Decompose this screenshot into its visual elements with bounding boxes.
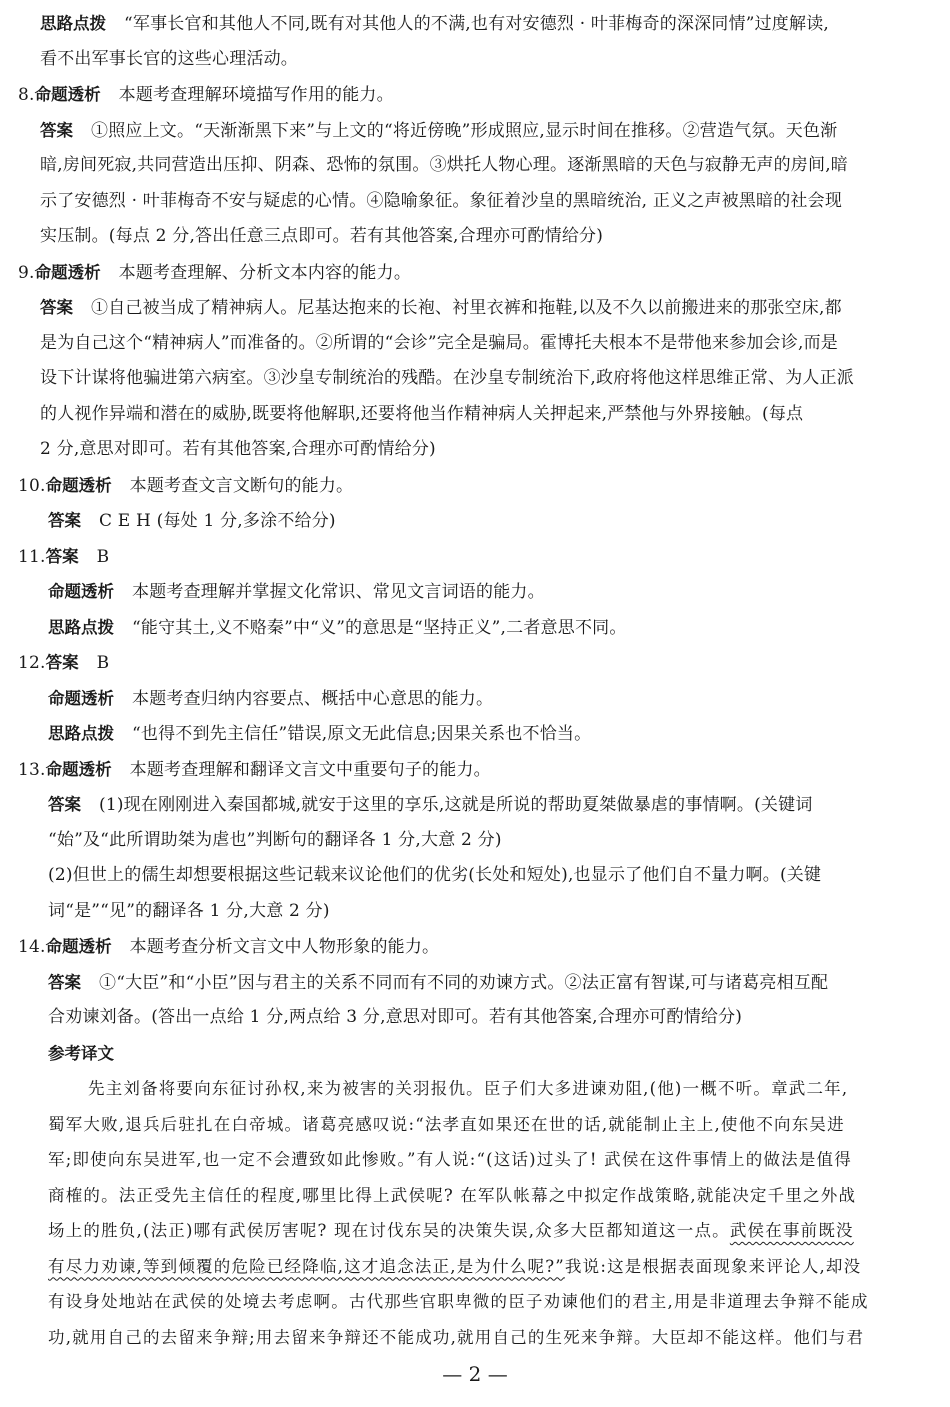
text-line <box>18 326 934 362</box>
line-text: 是为自己这个“精神病人”而准备的。②所谓的“会诊”完全是骗局。霍博托夫根本不是带他来参加会诊,而是 <box>40 332 838 353</box>
document-page <box>18 6 934 1355</box>
line-text: 设下计谋将他骗进第六病室。③沙皇专制统治的残酷。在沙皇专制统治下,政府将他这样思维正常、为人正派 <box>40 368 855 388</box>
section-label: 命题透析 <box>45 475 112 495</box>
translation-line <box>18 1284 934 1320</box>
question-number: 12. <box>18 653 46 673</box>
line-text: 合劝谏刘备。(答出一点给 1 分,两点给 3 分,意思对即可。若有其他答案,合理亦可酌情给分) <box>48 1007 743 1027</box>
line-text: 本题考查理解环境描写作用的能力。 <box>118 85 394 105</box>
text-line <box>18 716 934 752</box>
text-line <box>18 184 934 220</box>
text-line <box>18 432 934 468</box>
text-line <box>18 894 934 930</box>
text-line <box>18 787 934 823</box>
line-text: (2)但世上的儒生却想要根据这些记载来议论他们的优劣(长处和短处),也显示了他们自不量力啊。(关键 <box>48 865 822 885</box>
line-text: 暗,房间死寂,共同营造出压抑、阴森、恐怖的氛围。③烘托人物心理。逐渐黑暗的天色与寂静无声的房间,暗 <box>40 155 849 175</box>
line-text: ①“大臣”和“小臣”因与君主的关系不同而有不同的劝谏方式。②法正富有智谋,可与诸葛亮相互配 <box>99 972 829 993</box>
text-line <box>18 113 934 149</box>
line-text: 先主刘备将要向东征讨孙权,来为被害的关羽报仇。臣子们大多进谏劝阻,(他)一概不听。章武二年, <box>88 1079 849 1098</box>
question-number: 13. <box>18 759 46 780</box>
line-text: 本题考查归纳内容要点、概括中心意思的能力。 <box>132 688 494 709</box>
section-label: 答案 <box>48 795 81 814</box>
translation-line <box>18 1178 934 1214</box>
line-text: 示了安德烈 · 叶菲梅奇不安与疑虑的心情。④隐喻象征。象征着沙皇的黑暗统治, 正义之声被黑暗的社会现 <box>40 190 843 211</box>
section-label: 参考译文 <box>48 1043 114 1063</box>
line-text: 蜀军大败,退兵后驻扎在白帝城。诸葛亮感叹说:“法孝直如果还在世的话,就能制止主上,使他不向东吴进 <box>48 1114 845 1134</box>
question-heading <box>18 255 934 291</box>
section-label: 命题透析 <box>34 85 101 104</box>
line-text: 功,就用自己的去留来争辩;用去留来争辩还不能成功,就用自己的生死来争辩。大臣却不能这样。他们与君 <box>48 1327 865 1347</box>
line-text: “军事长官和其他人不同,既有对其他人的不满,也有对安德烈 · 叶菲梅奇的深深同情”过度解读, <box>124 14 830 34</box>
line-text: 有设身处地站在武侯的处境去考虑啊。古代那些官职卑微的臣子劝谏他们的君主,用是非道理去争辩不能成 <box>48 1292 869 1311</box>
text-line <box>18 397 934 433</box>
line-text: 场上的胜负,(法正)哪有武侯厉害呢? 现在讨伐东吴的决策失误,众多大臣都知道这一点。 <box>48 1221 730 1240</box>
question-number: 10. <box>18 475 46 496</box>
section-label: 命题透析 <box>45 937 112 956</box>
question-heading <box>18 468 934 504</box>
line-text: “始”及“此所谓助桀为虐也”判断句的翻译各 1 分,大意 2 分) <box>48 829 502 850</box>
section-label: 答案 <box>40 120 73 140</box>
text-line <box>18 574 934 610</box>
line-text: (1)现在刚刚进入秦国都城,就安于这里的享乐,这就是所说的帮助夏桀做暴虐的事情啊。(关键词 <box>99 795 813 815</box>
text-line <box>18 681 934 717</box>
section-label: 答案 <box>48 972 81 992</box>
text-line <box>18 148 934 184</box>
translation-line <box>18 1213 934 1249</box>
question-heading <box>18 645 934 681</box>
translation-line <box>18 1320 934 1356</box>
section-label: 答案 <box>45 546 79 566</box>
section-label: 命题透析 <box>34 262 101 282</box>
translation-line <box>18 1071 934 1107</box>
line-text: “也得不到先主信任”错误,原文无此信息;因果关系也不恰当。 <box>132 724 592 744</box>
translation-heading <box>18 1036 934 1072</box>
text-line <box>18 823 934 859</box>
line-text: 商榷的。法正受先主信任的程度,哪里比得上武侯呢? 在军队帐幕之中拟定作战策略,就能决定千里之外战 <box>48 1185 857 1205</box>
section-label: 思路点拨 <box>48 724 114 743</box>
line-text: 我说:这是根据表面现象来评论人,却没 <box>564 1256 862 1276</box>
line-text: 词“是”“见”的翻译各 1 分,大意 2 分) <box>48 900 330 921</box>
page-number: — 2 — <box>442 1362 508 1386</box>
section-label: 命题透析 <box>48 582 114 601</box>
question-number: 11. <box>18 546 46 567</box>
line-text: 本题考查文言文断句的能力。 <box>129 475 354 496</box>
text-line <box>18 290 934 326</box>
translation-line <box>18 1107 934 1143</box>
text-line <box>18 610 934 646</box>
line-text: “能守其土,义不赂秦”中“义”的意思是“坚持正义”,二者意思不同。 <box>132 617 627 638</box>
section-label: 答案 <box>45 653 79 672</box>
question-number: 8. <box>18 85 35 105</box>
text-line <box>18 1000 934 1036</box>
line-text: 实压制。(每点 2 分,答出任意三点即可。若有其他答案,合理亦可酌情给分) <box>40 226 604 246</box>
line-text: 军;即使向东吴进军,也一定不会遭致如此惨败。”有人说:“(这话)过头了! 武侯在这件事情上的做法是值得 <box>48 1150 852 1169</box>
line-text: 本题考查分析文言文中人物形象的能力。 <box>129 937 440 957</box>
line-text: 看不出军事长官的这些心理活动。 <box>40 48 298 69</box>
line-text: B <box>96 653 110 673</box>
text-line <box>18 42 934 78</box>
question-number: 9. <box>18 262 35 283</box>
line-text: 本题考查理解并掌握文化常识、常见文言词语的能力。 <box>132 582 545 602</box>
text-line <box>18 965 934 1001</box>
question-heading <box>18 539 934 575</box>
text-line <box>18 361 934 397</box>
text-line <box>18 503 934 539</box>
line-text: 2 分,意思对即可。若有其他答案,合理亦可酌情给分) <box>40 439 436 459</box>
line-text: C E H (每处 1 分,多涂不给分) <box>99 511 336 531</box>
question-heading <box>18 752 934 788</box>
section-label: 答案 <box>40 298 73 317</box>
section-label: 命题透析 <box>48 688 114 708</box>
wavy-underlined-text: 武侯在事前既没 <box>729 1221 854 1240</box>
question-number: 14. <box>18 937 46 957</box>
question-heading <box>18 77 934 113</box>
translation-line <box>18 1142 934 1178</box>
text-line <box>18 6 934 42</box>
section-label: 命题透析 <box>45 759 112 779</box>
section-label: 答案 <box>48 511 81 530</box>
line-text: ①自己被当成了精神病人。尼基达抱来的长袍、衬里衣裤和拖鞋,以及不久以前搬进来的那张空床,都 <box>91 298 842 318</box>
line-text: B <box>96 546 110 567</box>
line-text: ①照应上文。“天渐渐黑下来”与上文的“将近傍晚”形成照应,显示时间在推移。②营造气氛。天色渐 <box>91 120 838 141</box>
line-text: 的人视作异端和潜在的威胁,既要将他解职,还要将他当作精神病人关押起来,严禁他与外界接触。(每点 <box>40 403 804 424</box>
section-label: 思路点拨 <box>40 14 106 33</box>
wavy-underlined-text: 有尽力劝谏,等到倾覆的危险已经降临,这才追念法正,是为什么呢?” <box>48 1256 565 1276</box>
text-line <box>18 858 934 894</box>
line-text: 本题考查理解、分析文本内容的能力。 <box>118 262 412 283</box>
section-label: 思路点拨 <box>48 617 114 637</box>
text-line <box>18 219 934 255</box>
line-text: 本题考查理解和翻译文言文中重要句子的能力。 <box>129 759 491 780</box>
question-heading <box>18 929 934 965</box>
translation-line <box>18 1249 934 1285</box>
